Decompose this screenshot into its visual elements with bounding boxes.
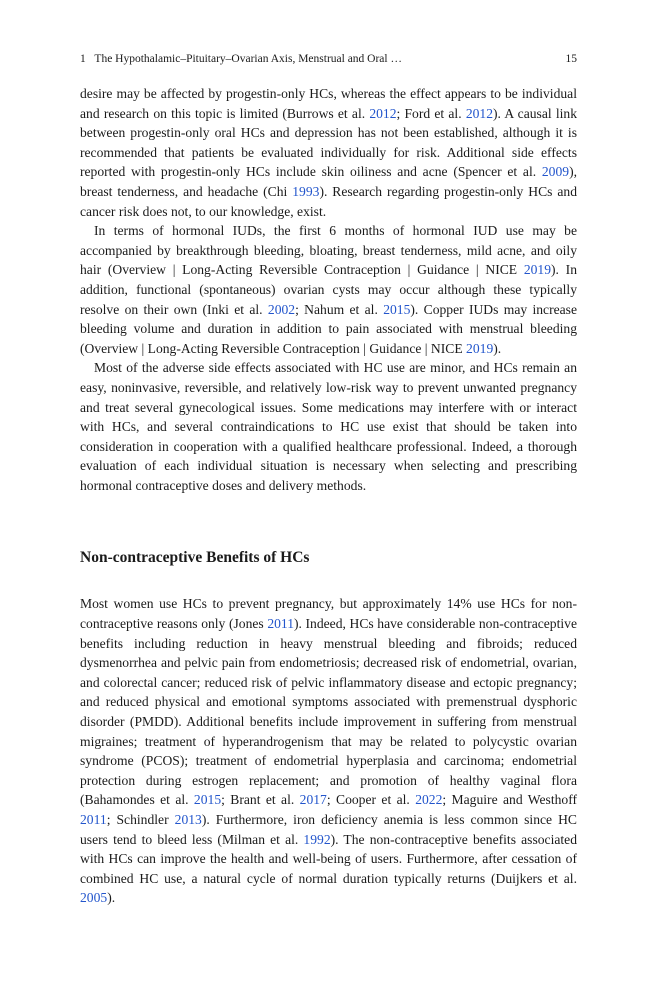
citation-year-link[interactable]: 2005 (80, 890, 108, 906)
section-heading: Non-contraceptive Benefits of HCs (80, 549, 310, 567)
page (80, 52, 577, 908)
citation-year-link[interactable]: 2002 (267, 301, 296, 317)
citation-year-link[interactable]: 1992 (303, 831, 331, 847)
body-text (80, 84, 577, 495)
citation-year-link[interactable]: 2011 (267, 616, 294, 632)
running-head-left (80, 52, 402, 66)
citation-year-link[interactable]: 2011 (80, 812, 107, 827)
text-run: ). (107, 890, 116, 906)
text-run: Most women use HCs to prevent pregnancy, but approximately 14% use HCs for non-contraceptive reasons only (Jones (80, 596, 577, 632)
citation-year-link[interactable]: 2022 (415, 792, 443, 808)
paragraph (80, 358, 577, 495)
text-run: ). Indeed, HCs have considerable non-contraceptive benefits including reduction in heavy menstrual bleeding and fibroids; reduced dysmenorrhea and pelvic pain from endometriosis; decreased risk of endometrial, ovarian, and colorectal cancer; reduced risk of pelvic inflammatory disease and ectopic pregnancy; and reduced physical and emotional symptoms associated with premenstrual dysphoric disorder (PMDD). Additional benefits include improvement in suffering from menstrual migraines; treatment of hyperandrogenism that may be related to polycystic ovarian syndrome (PCOS); treatment of endometrial hyperplasia and carcinoma; endometrial protection during estrogen replacement; and promotion of healthy vaginal flora (Bahamondes et al. (80, 616, 577, 808)
text-run: ; Brant et al. (221, 792, 300, 808)
paragraph (80, 594, 577, 908)
citation-year-link[interactable]: 2015 (193, 792, 222, 808)
chapter-number: 1 (80, 53, 86, 65)
text-run: ). (493, 340, 502, 356)
text-run: Most of the adverse side effects associated with HC use are minor, and HCs remain an easy, noninvasive, reversible, and relatively low-risk way to prevent unwanted pregnancy and treat several gynecological issues. Some medications may interfere with or interact with HCs, and several contraindications to HC use exist that should be taken into consideration in cooperation with a qualified healthcare professional. Indeed, a thorough evaluation of each individual situation is necessary when selecting and prescribing hormonal contraceptive doses and delivery methods. (80, 360, 577, 493)
paragraph (80, 84, 577, 221)
citation-year-link[interactable]: 2017 (299, 792, 327, 808)
citation-year-link[interactable]: 2019 (523, 262, 552, 278)
citation-year-link[interactable]: 2019 (466, 340, 494, 356)
citation-year-link[interactable]: 2013 (174, 812, 202, 827)
page-number: 15 (565, 53, 577, 65)
text-run: In terms of hormonal IUDs, the first 6 months of hormonal IUD use may be accompanied by breakthrough bleeding, bloating, breast tenderness, mild acne, and oily hair (Overview | Long-Acting Reversible Contraception | Guidance | NICE (80, 223, 577, 278)
chapter-title: The Hypothalamic–Pituitary–Ovarian Axis, Menstrual and Oral … (94, 53, 402, 65)
running-head (80, 52, 577, 66)
text-run: ). A causal link between progestin-only oral HCs and depression has not been established, although it is recommended that patients be evaluated individually for risk. Additional side effects reported with progestin-only HCs include skin oiliness and acne (Spencer et al. (80, 105, 577, 180)
citation-year-link[interactable]: 2012 (465, 105, 494, 121)
citation-year-link[interactable]: 2009 (541, 164, 570, 180)
text-run: ), breast tenderness, and headache (Chi (80, 164, 577, 199)
text-run: ). In addition, functional (spontaneous) ovarian cysts may occur although these typically resolve on their own (Inki et al. (80, 262, 577, 317)
section-body-text (80, 594, 577, 908)
paragraph (80, 221, 577, 358)
text-run: ; Ford et al. (396, 105, 466, 121)
text-run: desire may be affected by progestin-only HCs, whereas the effect appears to be individual and research on this topic is limited (Burrows et al. (80, 86, 577, 121)
text-run: ; Schindler (106, 812, 175, 827)
text-run: ; Cooper et al. (326, 792, 416, 808)
text-run: ). The non-contraceptive benefits associated with HCs can improve the health and well-being of users. Furthermore, after cessation of combined HC use, a natural cycle of normal duration typically returns (Duijkers et al. (80, 831, 577, 886)
citation-year-link[interactable]: 1993 (292, 183, 320, 199)
text-run: ; Nahum et al. (295, 301, 384, 317)
text-run: ). Research regarding progestin-only HCs and cancer risk does not, to our knowledge, exist. (80, 183, 578, 219)
text-run: ; Maguire and Westhoff (442, 792, 577, 808)
citation-year-link[interactable]: 2012 (369, 105, 397, 121)
citation-year-link[interactable]: 2015 (383, 301, 411, 317)
text-run: ). Furthermore, iron deficiency anemia is less common since HC users tend to bleed less (Milman et al. (80, 812, 577, 847)
text-run: ). Copper IUDs may increase bleeding volume and duration in addition to pain associated with menstrual bleeding (Overview | Long-Acting Reversible Contraception | Guidance | NICE (80, 301, 577, 356)
